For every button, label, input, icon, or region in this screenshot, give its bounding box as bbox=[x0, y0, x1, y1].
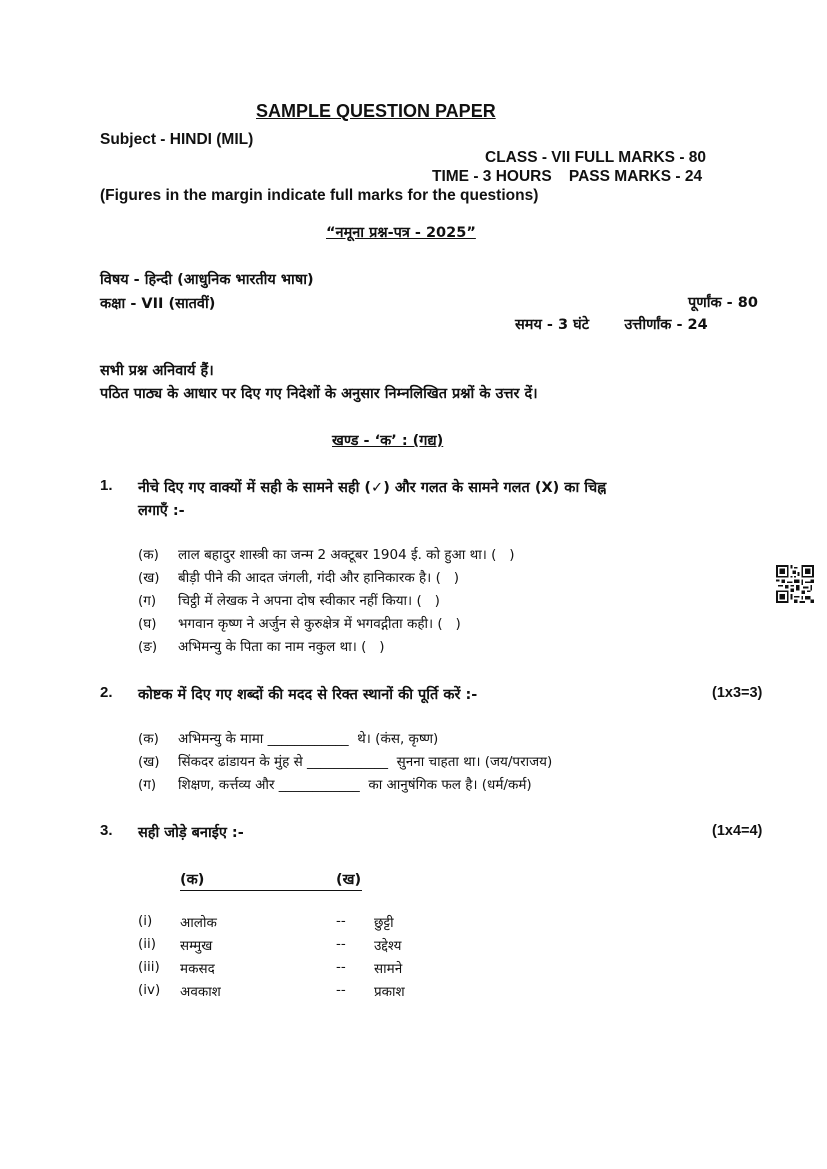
q1-item-text: भगवान कृष्ण ने अर्जुन से कुरुक्षेत्र में भगवद्गीता कही। ( ) bbox=[178, 616, 461, 632]
page-title: SAMPLE QUESTION PAPER bbox=[256, 101, 496, 121]
q2-number: 2. bbox=[100, 684, 113, 701]
q3-row-left: सम्मुख bbox=[180, 938, 213, 954]
q2-item-text: अभिमन्यु के मामा ____________ थे। (कंस, कृष्ण) bbox=[178, 731, 439, 747]
q1-text-line-1: नीचे दिए गए वाक्यों में सही के सामने सही (✓) और गलत के सामने गलत (X) का चिह्न bbox=[138, 480, 607, 496]
q3-row-label: (ii) bbox=[138, 936, 157, 952]
q3-row-separator: -- bbox=[336, 913, 346, 929]
q3-row-right: सामने bbox=[374, 961, 403, 977]
q3-row-right: प्रकाश bbox=[374, 984, 405, 1000]
section-heading: खण्ड - ‘क’ : (गद्य) bbox=[332, 433, 444, 449]
q3-row-left: आलोक bbox=[180, 915, 217, 931]
time-pass-line: TIME - 3 HOURS PASS MARKS - 24 bbox=[432, 168, 703, 185]
q3-row-right: उद्देश्य bbox=[374, 938, 402, 954]
q2-item-text: सिंकदर ढांडायन के मुंह से ____________ सुनना चाहता था। (जय/पराजय) bbox=[178, 754, 553, 770]
subject-line: Subject - HINDI (MIL) bbox=[100, 131, 254, 148]
hindi-time-pass: समय - 3 घंटे उत्तीर्णांक - 24 bbox=[515, 317, 708, 333]
qr-code-icon bbox=[776, 565, 814, 603]
q3-row-label: (iii) bbox=[138, 959, 160, 975]
q3-column-b-heading: (ख) bbox=[336, 869, 362, 891]
q2-item-text: शिक्षण, कर्त्तव्य और ____________ का आनुषंगिक फल है। (धर्म/कर्म) bbox=[178, 777, 532, 793]
class-marks-line: CLASS - VII FULL MARKS - 80 bbox=[485, 149, 707, 166]
q1-item-label: (क) bbox=[138, 547, 159, 563]
q1-item-label: (ख) bbox=[138, 570, 160, 586]
q3-marks: (1x4=4) bbox=[712, 823, 763, 839]
q3-row-separator: -- bbox=[336, 982, 346, 998]
q1-text-line-2: लगाएँ :- bbox=[138, 503, 185, 519]
q3-row-separator: -- bbox=[336, 959, 346, 975]
q3-row-separator: -- bbox=[336, 936, 346, 952]
q2-item-label: (क) bbox=[138, 731, 159, 747]
q1-item-text: चिट्ठी में लेखक ने अपना दोष स्वीकार नहीं किया। ( ) bbox=[178, 593, 440, 609]
instruction-line-1: सभी प्रश्न अनिवार्य हैं। bbox=[100, 363, 214, 379]
instruction-line-2: पठित पाठ्य के आधार पर दिए गए निदेशों के अनुसार निम्नलिखित प्रश्नों के उत्तर दें। bbox=[100, 386, 538, 402]
q3-row-left: मकसद bbox=[180, 961, 215, 977]
q3-column-a-heading: (क) bbox=[180, 869, 336, 891]
q2-marks: (1x3=3) bbox=[712, 685, 763, 701]
q3-number: 3. bbox=[100, 822, 113, 839]
q1-item-text: लाल बहादुर शास्त्री का जन्म 2 अक्टूबर 1904 ई. को हुआ था। ( ) bbox=[178, 547, 515, 563]
q1-item-text: बीड़ी पीने की आदत जंगली, गंदी और हानिकारक है। ( ) bbox=[178, 570, 459, 586]
hindi-class: कक्षा - VII (सातवीं) bbox=[100, 296, 216, 312]
q3-text: सही जोड़े बनाईए :- bbox=[138, 825, 244, 841]
q3-row-label: (iv) bbox=[138, 982, 161, 998]
q1-item-text: अभिमन्यु के पिता का नाम नकुल था। ( ) bbox=[178, 639, 385, 655]
q2-item-label: (ख) bbox=[138, 754, 160, 770]
q3-row-label: (i) bbox=[138, 913, 153, 929]
q1-item-label: (ग) bbox=[138, 593, 157, 609]
q3-row-right: छुट्टी bbox=[374, 915, 394, 931]
marks-note: (Figures in the margin indicate full marks for the questions) bbox=[100, 187, 539, 204]
hindi-full-marks: पूर्णांक - 80 bbox=[688, 295, 758, 311]
q2-text: कोष्टक में दिए गए शब्दों की मदद से रिक्त स्थानों की पूर्ति करें :- bbox=[138, 687, 478, 703]
q3-row-left: अवकाश bbox=[180, 984, 221, 1000]
hindi-subject: विषय - हिन्दी (आधुनिक भारतीय भाषा) bbox=[100, 272, 314, 288]
q2-item-label: (ग) bbox=[138, 777, 157, 793]
q1-item-label: (घ) bbox=[138, 616, 157, 632]
q1-item-label: (ङ) bbox=[138, 639, 158, 655]
q1-number: 1. bbox=[100, 477, 113, 494]
hindi-sample-title: “नमूना प्रश्न-पत्र - 2025” bbox=[326, 225, 476, 241]
